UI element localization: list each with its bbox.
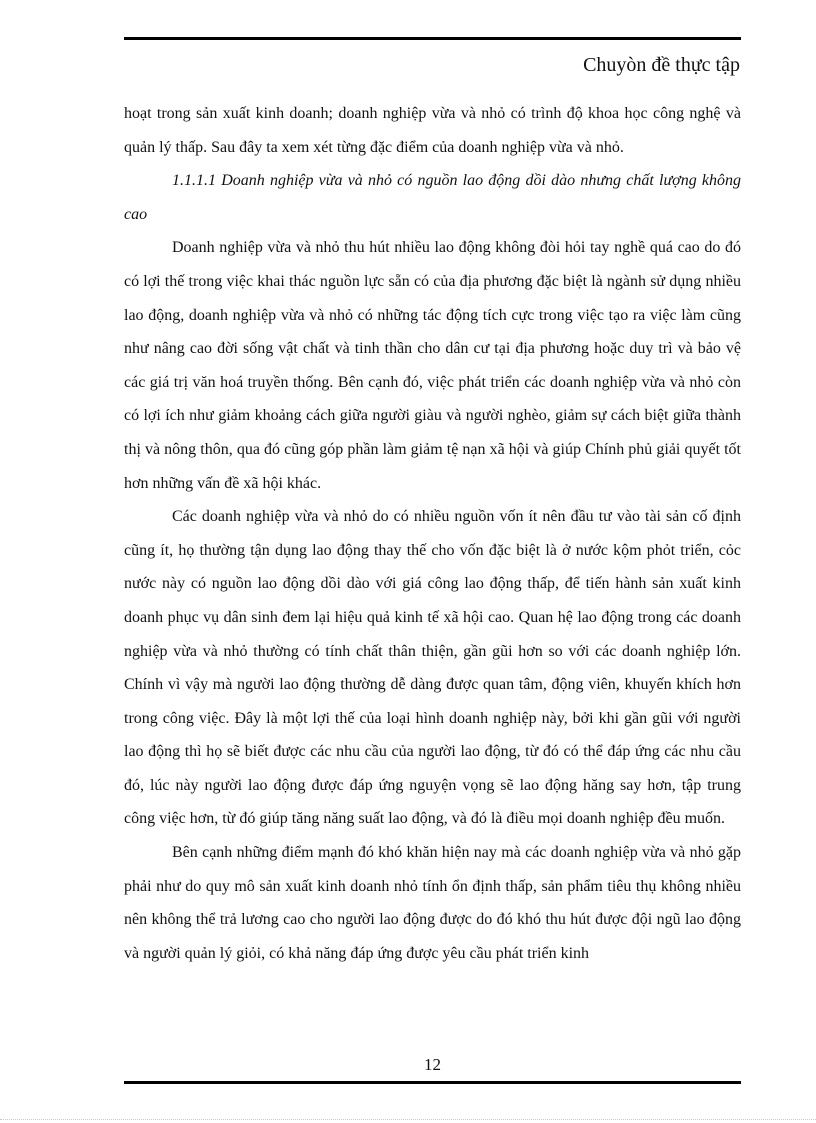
section-heading: 1.1.1.1 Doanh nghiệp vừa và nhỏ có nguồn lao động dồi dào nhưng chất lượng không cao bbox=[124, 172, 741, 223]
paragraph: Bên cạnh những điểm mạnh đó khó khăn hiện nay mà các doanh nghiệp vừa và nhỏ gặp phải như do quy mô sản xuất kinh doanh nhỏ tính ổn định thấp, sản phẩm tiêu thụ không nhiều nên không thể trả lương cao cho người lao động được do đó khó thu hút được đội ngũ lao động và người quản lý giỏi, có khả năng đáp ứng được yêu cầu phát triển kinh bbox=[124, 844, 741, 962]
document-body bbox=[124, 97, 741, 970]
header-title: Chuyòn đề thực tập bbox=[583, 54, 740, 76]
page-edge-divider bbox=[0, 1119, 816, 1120]
page-number: 12 bbox=[424, 1055, 441, 1074]
paragraph: Doanh nghiệp vừa và nhỏ thu hút nhiều lao động không đòi hỏi tay nghề quá cao do đó có lợi thế trong việc khai thác nguồn lực sẵn có của địa phương đặc biệt là ngành sử dụng nhiều lao động, doanh nghiệp vừa và nhỏ có những tác động tích cực trong việc tạo ra việc làm cũng như nâng cao đời sống vật chất và tinh thần cho dân cư tại địa phương hoặc duy trì và bảo vệ các giá trị văn hoá truyền thống. Bên cạnh đó, việc phát triển các doanh nghiệp vừa và nhỏ còn có lợi ích như giảm khoảng cách giữa người giàu và người nghèo, giảm sự cách biệt giữa thành thị và nông thôn, qua đó cũng góp phần làm giảm tệ nạn xã hội và giúp Chính phủ giải quyết tốt hơn những vấn đề xã hội khác. bbox=[124, 239, 741, 492]
footer-rule bbox=[124, 1081, 741, 1084]
header-rule bbox=[124, 37, 741, 40]
paragraph-continuation: hoạt trong sản xuất kinh doanh; doanh nghiệp vừa và nhỏ có trình độ khoa học công nghệ và quản lý thấp. Sau đây ta xem xét từng đặc điểm của doanh nghiệp vừa và nhỏ. bbox=[124, 105, 741, 156]
paragraph: Các doanh nghiệp vừa và nhỏ do có nhiều nguồn vốn ít nên đầu tư vào tài sản cố định cũng ít, họ thường tận dụng lao động thay thế cho vốn đặc biệt là ở nước kộm phỏt triển, cỏc nước này có nguồn lao động dồi dào với giá công lao động thấp, để tiến hành sản xuất kinh doanh phục vụ dân sinh đem lại hiệu quả kinh tế xã hội cao. Quan hệ lao động trong các doanh nghiệp vừa và nhỏ thường có tính chất thân thiện, gần gũi hơn so với các doanh nghiệp lớn. Chính vì vậy mà người lao động thường dễ dàng được quan tâm, động viên, khuyến khích hơn trong công việc. Đây là một lợi thế của loại hình doanh nghiệp này, bởi khi gần gũi với người lao động thì họ sẽ biết được các nhu cầu của người lao động, từ đó có thể đáp ứng các nhu cầu đó, lúc này người lao động được đáp ứng nguyện vọng sẽ lao động hăng say hơn, tập trung công việc hơn, từ đó giúp tăng năng suất lao động, và đó là điều mọi doanh nghiệp đều muốn. bbox=[124, 508, 741, 828]
